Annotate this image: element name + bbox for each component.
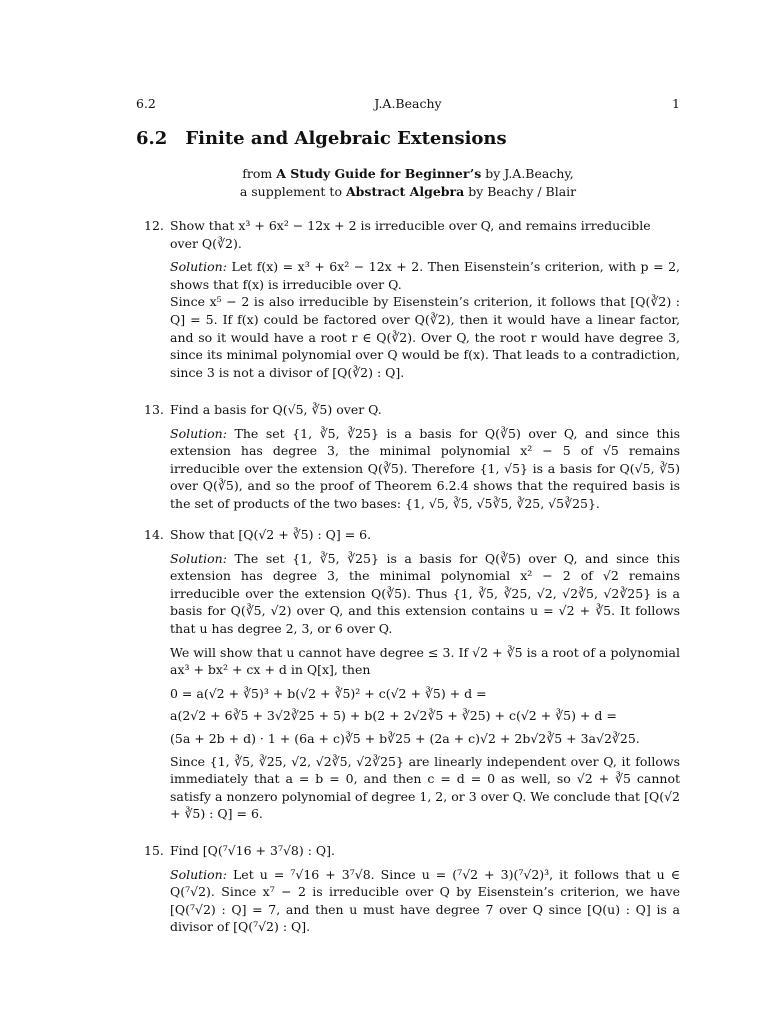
header-section: 6.2: [136, 96, 156, 111]
solution-text: The set {1, ∛5, ∛25} is a basis for Q(∛5) over Q, and since this extension has degree 3, the minimal polynomial x² − 2 of √2 remains irreducible over the extension Q(∛5). Thus {1, ∛5, ∛25, √2, √2∛5, √2∛25} is a basis for Q(∛5, √2) over Q, and this extension contains u = √2 + ∛5. It follows that u has degree 2, 3, or 6 over Q.: [170, 550, 680, 636]
book-title: A Study Guide for Beginner’s: [276, 166, 482, 181]
equation-line: 0 = a(√2 + ∛5)³ + b(√2 + ∛5)² + c(√2 + ∛5) + d =: [170, 685, 487, 701]
problem-number: 12.: [144, 218, 164, 233]
source-line-1: [136, 165, 680, 183]
solution: [170, 258, 680, 293]
solution-label: Solution:: [170, 259, 227, 275]
source-text: a supplement to: [239, 184, 346, 199]
solution-text: The set {1, ∛5, ∛25} is a basis for Q(∛5) over Q, and since this extension has degree 3, the minimal polynomial x² − 5 of √5 remains irreducible over the extension Q(∛5). Therefore {1, √5} is a basis for Q(√5, ∛5) over Q(∛5), and so the proof of Theorem 6.2.4 shows that the required basis is the set of products of the two bases: {1, √5, ∛5, √5∛5, ∛25, √5∛25}.: [170, 425, 680, 511]
solution-paragraph: Since {1, ∛5, ∛25, √2, √2∛5, √2∛25} are linearly independent over Q, it follows immediately that a = b = 0, and then c = d = 0 as well, so √2 + ∛5 cannot satisfy a nonzero polynomial of degree 1, 2, or 3 over Q. We conclude that [Q(√2 + ∛5) : Q] = 6.: [170, 753, 680, 822]
solution-label: Solution:: [170, 866, 227, 882]
solution-text: Let f(x) = x³ + 6x² − 12x + 2. Then Eisenstein’s criterion, with p = 2, shows that f(x) is irreducible over Q.: [170, 259, 680, 292]
header-page-number: 1: [672, 96, 680, 111]
section-title-text: Finite and Algebraic Extensions: [185, 128, 507, 149]
solution: [170, 425, 680, 513]
source-text: from: [242, 166, 277, 181]
problem-12: [136, 217, 680, 387]
problem-number: 15.: [144, 843, 164, 858]
problem-number: 13.: [144, 402, 164, 417]
solution-paragraph: We will show that u cannot have degree ≤ 3. If √2 + ∛5 is a root of a polynomial ax³ + bx² + cx + d in Q[x], then: [170, 644, 680, 678]
problem-statement: Find [Q(⁷√16 + 3⁷√8) : Q].: [170, 843, 336, 858]
header-author: J.A.Beachy: [374, 96, 442, 111]
source-text: by J.A.Beachy,: [481, 166, 574, 181]
equation-line: (5a + 2b + d) · 1 + (6a + c)∛5 + b∛25 + (2a + c)√2 + 2b√2∛5 + 3a√2∛25.: [170, 730, 640, 746]
solution: [170, 550, 680, 638]
solution-label: Solution:: [170, 425, 227, 441]
problem-statement: Show that x³ + 6x² − 12x + 2 is irreducible over Q, and remains irreducible over Q(∛2).: [170, 218, 651, 251]
problem-statement: Show that [Q(√2 + ∛5) : Q] = 6.: [170, 527, 372, 542]
section-number: 6.2: [136, 128, 168, 149]
book-title: Abstract Algebra: [345, 184, 465, 199]
solution-text: Let u = ⁷√16 + 3⁷√8. Since u = (⁷√2 + 3)(⁷√2)³, it follows that u ∈ Q(⁷√2). Since x⁷ − 2 is irreducible over Q by Eisenstein’s criterion, we have [Q(⁷√2) : Q] = 7, and then u must have degree 7 over Q since [Q(u) : Q] is a divisor of [Q(⁷√2) : Q].: [170, 866, 680, 935]
source-text: by Beachy / Blair: [464, 184, 577, 199]
solution: [170, 866, 680, 936]
section-title: [136, 128, 507, 149]
problem-number: 14.: [144, 527, 164, 542]
equation-line: a(2√2 + 6∛5 + 3√2∛25 + 5) + b(2 + 2√2∛5 + ∛25) + c(√2 + ∛5) + d =: [170, 708, 617, 724]
problem-15: [136, 842, 680, 936]
source-line-2: [136, 183, 680, 201]
source-note: [136, 165, 680, 201]
problem-13: [136, 401, 680, 513]
problem-statement: Find a basis for Q(√5, ∛5) over Q.: [170, 402, 382, 417]
solution-paragraph: Since x⁵ − 2 is also irreducible by Eisenstein’s criterion, it follows that [Q(∛2) : Q] = 5. If f(x) could be factored over Q(∛2), then it would have a linear factor, and so it would have a root r ∈ Q(∛2). Over Q, the root r would have degree 3, since its minimal polynomial over Q would be f(x). That leads to a contradiction, since 3 is not a divisor of [Q(∛2) : Q].: [170, 294, 680, 380]
problem-14: [136, 526, 680, 829]
solution-label: Solution:: [170, 550, 227, 566]
